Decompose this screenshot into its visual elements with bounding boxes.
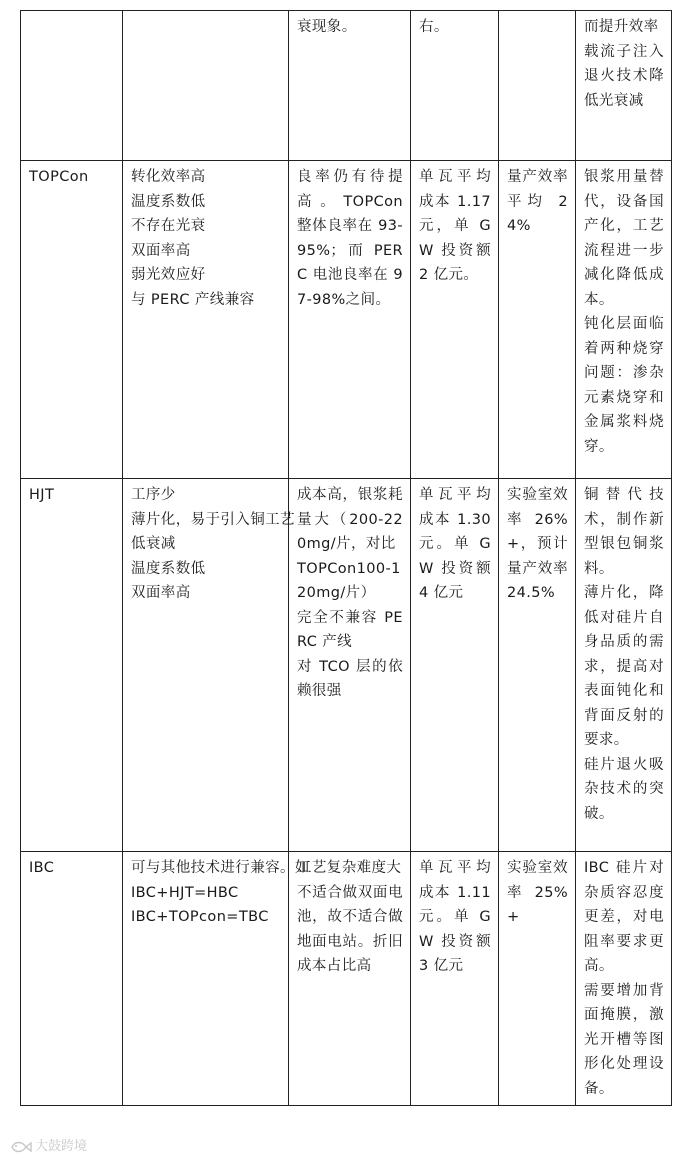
table-row [21,479,672,852]
yield-cell [289,161,411,479]
cell-line: 转化效率高 [131,169,206,185]
fish-logo-icon [10,1140,32,1154]
cost-cell [411,479,499,852]
cell-line: 铜替代技术，制作新型银包铜浆料。 [584,487,664,577]
tech-name: IBC [29,860,55,876]
cell-line: 右。 [419,19,449,35]
cell-line: 对 TCO 层的依赖很强 [297,658,403,699]
cell-line: IBC+HJT=HBC [131,884,239,901]
cell-line: 温度系数低 [131,193,206,210]
table-body [21,11,672,1106]
cell-line: 薄片化，易于引入铜工艺 [131,511,295,528]
cell-line: 单瓦平均成本 1.17 元，单 GW 投资额 2 亿元。 [419,169,491,283]
cell-line: 薄片化，降低对硅片自身品质的需求，提高对表面钝化和背面反射的要求。 [584,585,664,748]
cell-line: 工艺复杂难度大 [297,860,402,876]
tech-name-cell [21,479,123,852]
cell-line: 可与其他技术进行兼容。如 [131,860,310,876]
yield-cell [289,852,411,1106]
cell-line: 单瓦平均成本 1.30 元。单 GW 投资额 4 亿元 [419,487,491,601]
table-row [21,161,672,479]
direction-cell [576,852,672,1106]
cell-line: 成本高，银浆耗量大（200-220mg/片，对比 [297,487,403,552]
efficiency-cell [499,852,576,1106]
cell-line: 温度系数低 [131,560,206,577]
cell-line: 完全不兼容 PERC 产线 [297,609,403,650]
cell-line: IBC 硅片对杂质容忍度更差，对电阻率要求更高。 [584,860,664,974]
cell-line: 不适合做双面电池，故不适合做地面电站。折旧成本占比高 [297,884,403,974]
table-row [21,852,672,1106]
cell-line: 工序少 [131,487,176,503]
cell-line: 钝化层面临着两种烧穿问题：渗杂元素烧穿和金属浆料烧穿。 [584,316,664,455]
advantages-cell [123,479,295,852]
efficiency-cell [499,11,576,161]
advantages-cell [123,852,310,1106]
advantages-cell [123,11,289,161]
cell-line: 量产效率平均 24% [507,169,568,234]
technology-comparison-table [20,10,672,1106]
tech-name: HJT [29,487,55,503]
advantages-cell [123,161,289,479]
cost-cell [411,852,499,1106]
tech-name: TOPCon [29,169,89,185]
efficiency-cell [499,479,576,852]
watermark-text: 大鼓跨境 [35,1139,88,1154]
direction-cell [576,11,672,161]
cell-line: 而提升效率 [584,19,659,35]
efficiency-cell [499,161,576,479]
cell-line: 银浆用量替代，设备国产化，工艺流程进一步减化降低成本。 [584,169,664,308]
cell-line: IBC+TOPcon=TBC [131,909,269,925]
cell-line: 双面率高 [131,585,191,601]
direction-cell [576,479,672,852]
direction-cell [576,161,672,479]
cell-line: 实验室效率 26%+，预计量产效率 24.5% [507,487,568,601]
cell-line: 与 PERC 产线兼容 [131,291,255,308]
cell-line: 弱光效应好 [131,267,206,283]
cell-line: 实验室效率 25%+ [507,860,568,925]
tech-name-cell [21,161,123,479]
tech-name-cell [21,852,123,1106]
watermark [10,1139,87,1155]
cell-line: 低衰减 [131,536,176,552]
cost-cell [411,11,499,161]
table-row [21,11,672,161]
cell-line: 衰现象。 [297,19,357,35]
cell-line: 不存在光衰 [131,218,206,234]
cell-line: 硅片退火吸杂技术的突破。 [584,756,664,822]
cell-line: 需要增加背面掩膜，激光开槽等图形化处理设备。 [584,982,664,1097]
cost-cell [411,161,499,479]
cell-line: 单瓦平均成本 1.11 元。单 GW 投资额 3 亿元 [419,860,491,974]
tech-name-cell [21,11,123,161]
yield-cell [289,11,411,161]
cell-line: 双面率高 [131,242,191,259]
cell-line: 载流子注入退火技术降低光衰减 [584,43,664,109]
yield-cell [289,479,411,852]
cell-line: TOPCon100-120mg/片） [297,560,401,601]
cell-line: 良率仍有待提高。TOPCon 整体良率在 93-95%；而 PERC 电池良率在 97-98%之间。 [297,169,403,308]
